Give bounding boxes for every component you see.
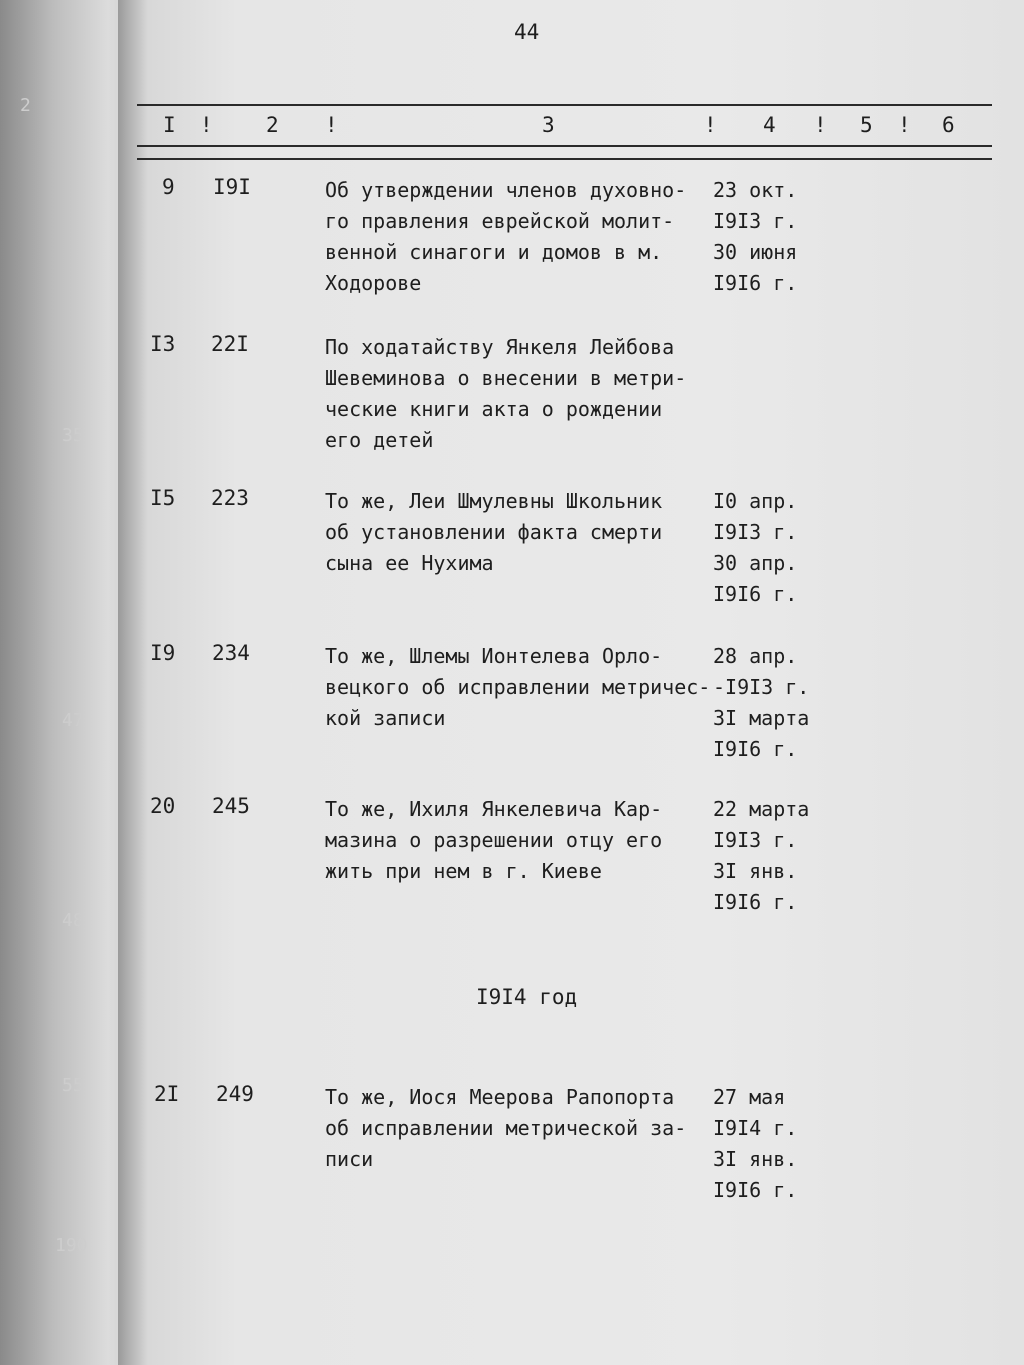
header-separator: ! (200, 113, 213, 137)
case-description: По ходатайству Янкеля Лейбова Шевеминова о внесении в метри- ческие книги акта о рождении его детей (325, 335, 687, 452)
case-dates: 22 марта I9I3 г. 3I янв. I9I6 г. (713, 797, 810, 914)
row-number: 20 (150, 794, 176, 818)
row-number: I3 (150, 332, 176, 356)
header-col2: 2 (266, 113, 279, 137)
header-col4: 4 (763, 113, 776, 137)
case-dates: 23 окт. I9I3 г. 30 июня I9I6 г. (713, 178, 798, 295)
header-separator: ! (814, 113, 827, 137)
header-col6: 6 (942, 113, 955, 137)
case-number: 245 (212, 794, 250, 818)
case-number: 234 (212, 641, 250, 665)
row-number: 9 (162, 175, 175, 199)
row-number: I9 (150, 641, 176, 665)
margin-mark: 35 (62, 425, 84, 446)
row-number: I5 (150, 486, 176, 510)
page-number: 44 (514, 20, 540, 44)
margin-mark: 55 (62, 1075, 84, 1096)
case-description: То же, Шлемы Ионтелева Орло- вецкого об исправлении метричес- кой записи (325, 644, 711, 730)
case-description: Об утверждении членов духовно- го правления еврейской молит- венной синагоги и домов в м. Ходорове (325, 178, 687, 295)
previous-page-edge (0, 0, 135, 1365)
header-top-rule (137, 104, 992, 106)
case-dates: I0 апр. I9I3 г. 30 апр. I9I6 г. (713, 489, 798, 606)
year-heading: I9I4 год (476, 985, 578, 1009)
case-number: 249 (216, 1082, 254, 1106)
case-number: 22I (211, 332, 249, 356)
header-separator: ! (325, 113, 338, 137)
case-dates: 28 апр. -I9I3 г. 3I марта I9I6 г. (713, 644, 810, 761)
case-description: То же, Иося Меерова Рапопорта об исправлении метрической за- писи (325, 1085, 687, 1171)
header-separator: ! (704, 113, 717, 137)
margin-mark: 48 (62, 910, 84, 931)
case-dates: 27 мая I9I4 г. 3I янв. I9I6 г. (713, 1085, 798, 1202)
case-number: I9I (213, 175, 251, 199)
row-number: 2I (154, 1082, 180, 1106)
margin-mark: 2 (20, 95, 31, 116)
case-number: 223 (211, 486, 249, 510)
margin-mark: 47 (62, 710, 84, 731)
header-col5: 5 (860, 113, 873, 137)
case-description: То же, Ихиля Янкелевича Кар- мазина о разрешении отцу его жить при нем в г. Киеве (325, 797, 663, 883)
case-description: То же, Леи Шмулевны Школьник об установлении факта смерти сына ее Нухима (325, 489, 663, 575)
margin-mark: 190 (55, 1235, 88, 1256)
header-col3: 3 (542, 113, 555, 137)
header-col1: I (163, 113, 176, 137)
header-separator: ! (898, 113, 911, 137)
header-mid-rule (137, 145, 992, 147)
header-bottom-rule (137, 158, 992, 160)
